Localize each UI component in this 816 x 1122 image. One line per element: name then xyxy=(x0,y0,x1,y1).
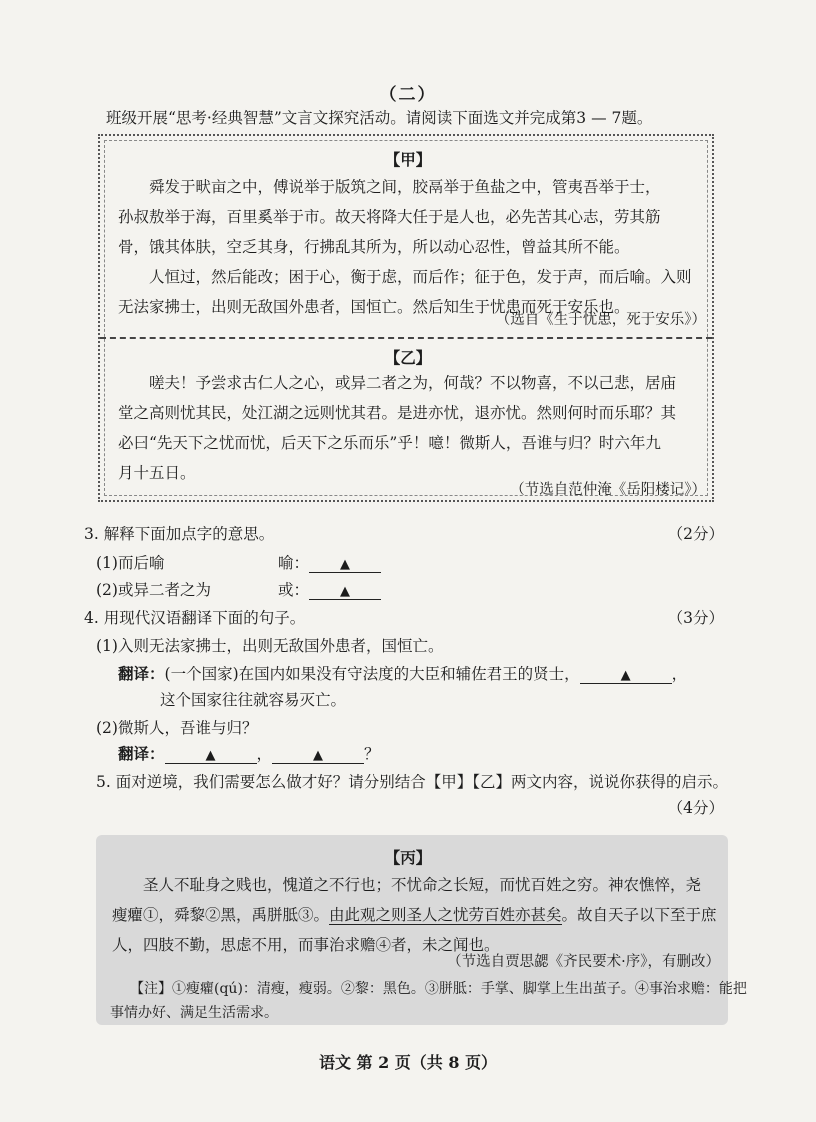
answer-marker-icon: ▲ xyxy=(340,557,351,572)
bing-line: 圣人不耻身之贱也，愧道之不行也；不忧命之长短，而忧百姓之穷。神农憔悴，尧 xyxy=(143,876,702,894)
passage-divider xyxy=(100,337,712,339)
q4-blank2[interactable] xyxy=(165,745,257,764)
jia-source: （选自《生于忧患，死于安乐》） xyxy=(495,312,706,328)
jia-heading: 【甲】 xyxy=(384,150,432,169)
q3-answer2 xyxy=(278,578,381,600)
q4-blank1[interactable] xyxy=(580,665,672,684)
jia-line: 无法家拂士，出则无敌国外患者，国恒亡。然后知生于忧患而死于安乐也。 xyxy=(118,298,630,316)
answer-marker-icon: ▲ xyxy=(620,668,631,683)
q5-score: （4分） xyxy=(667,799,724,817)
q3-score: （2分） xyxy=(667,525,724,543)
q4-item2: (2)微斯人，吾谁与归？ xyxy=(96,719,258,737)
translation-label: 翻译： xyxy=(118,744,165,763)
q5-stem: 5. 面对逆境，我们需要怎么做才好？请分别结合【甲】【乙】两文内容，说说你获得的启示。 xyxy=(96,773,728,791)
answer-marker-icon: ▲ xyxy=(340,584,351,599)
translation-label: 翻译： xyxy=(118,664,165,683)
q4-trans2-comma: ， xyxy=(256,745,273,763)
bing-passage xyxy=(112,870,717,960)
page-footer: 语文 第 2 页（共 8 页） xyxy=(318,1053,498,1072)
bing-line2-end: 。故自天子以下至于庶 xyxy=(561,906,717,924)
bing-line: 人，四肢不勤，思虑不用，而事治求赡④者，未之闻也。 xyxy=(112,936,500,954)
jia-line: 孙叔敖举于海，百里奚举于市。故天将降大任于是人也，必先苦其心志，劳其筋 xyxy=(118,208,661,226)
q4-trans2-qmark: ？ xyxy=(364,745,380,763)
q4-trans1-part-a: (一个国家)在国内如果没有守法度的大臣和辅佐君王的贤士， xyxy=(164,665,580,683)
q3-item1: (1)而后喻 xyxy=(96,554,165,572)
section-title: （二） xyxy=(379,85,437,105)
yi-passage xyxy=(118,368,702,488)
yi-line: 必曰“先天下之忧而忧，后天下之乐而乐”乎！噫！微斯人，吾谁与归？时六年九 xyxy=(118,434,661,452)
jia-passage xyxy=(118,172,702,322)
intro-text: 班级开展“思考·经典智慧”文言文探究活动。请阅读下面选文并完成第3 — 7题。 xyxy=(106,109,653,127)
q3-key2: 或： xyxy=(278,581,310,599)
bing-note-2: 事情办好、满足生活需求。 xyxy=(110,1005,278,1021)
q4-item1: (1)入则无法家拂士，出则无敌国外患者，国恒亡。 xyxy=(96,637,444,655)
q4-translation2 xyxy=(118,742,380,764)
bing-line xyxy=(112,900,717,930)
q4-trans1-comma: ， xyxy=(671,665,688,683)
q4-stem: 4. 用现代汉语翻译下面的句子。 xyxy=(84,609,306,627)
q3-key1: 喻： xyxy=(278,554,310,572)
q3-item2: (2)或异二者之为 xyxy=(96,581,211,599)
q3-answer1 xyxy=(278,551,381,573)
bing-heading: 【丙】 xyxy=(384,848,432,867)
yi-source: （节选自范仲淹《岳阳楼记》） xyxy=(510,482,706,498)
bing-line2-start: 瘦癯①，舜黎②黑，禹胼胝③。 xyxy=(112,906,330,924)
q3-stem: 3. 解释下面加点字的意思。 xyxy=(84,525,275,543)
answer-marker-icon: ▲ xyxy=(313,748,324,763)
jia-line: 骨，饿其体肤，空乏其身，行拂乱其所为，所以动心忍性，曾益其所不能。 xyxy=(118,238,630,256)
jia-line: 舜发于畎亩之中，傅说举于版筑之间，胶鬲举于鱼盐之中，管夷吾举于士， xyxy=(149,178,661,196)
q4-translation1 xyxy=(118,662,687,684)
yi-line: 月十五日。 xyxy=(118,464,196,482)
bing-underlined-sentence: 由此观之则圣人之忧劳百姓亦甚矣 xyxy=(329,906,562,924)
q3-blank2[interactable] xyxy=(309,581,381,600)
yi-heading: 【乙】 xyxy=(384,348,432,367)
yi-line: 嗟夫！予尝求古仁人之心，或异二者之为，何哉？不以物喜，不以己悲，居庙 xyxy=(149,374,677,392)
q4-score: （3分） xyxy=(667,609,724,627)
yi-line: 堂之高则忧其民，处江湖之远则忧其君。是进亦忧，退亦忧。然则何时而乐耶？其 xyxy=(118,404,677,422)
q3-blank1[interactable] xyxy=(309,554,381,573)
q4-trans1-part-b: 这个国家往往就容易灭亡。 xyxy=(160,691,347,709)
bing-source: （节选自贾思勰《齐民要术·序》，有删改） xyxy=(447,954,720,970)
q4-blank3[interactable] xyxy=(272,745,364,764)
bing-note-1: 【注】①瘦癯(qú)：清瘦，瘦弱。②黎：黑色。③胼胝：手掌、脚掌上生出茧子。④事治求赡：能把 xyxy=(130,981,747,997)
answer-marker-icon: ▲ xyxy=(205,748,216,763)
jia-line: 人恒过，然后能改；困于心，衡于虑，而后作；征于色，发于声，而后喻。入则 xyxy=(149,268,692,286)
